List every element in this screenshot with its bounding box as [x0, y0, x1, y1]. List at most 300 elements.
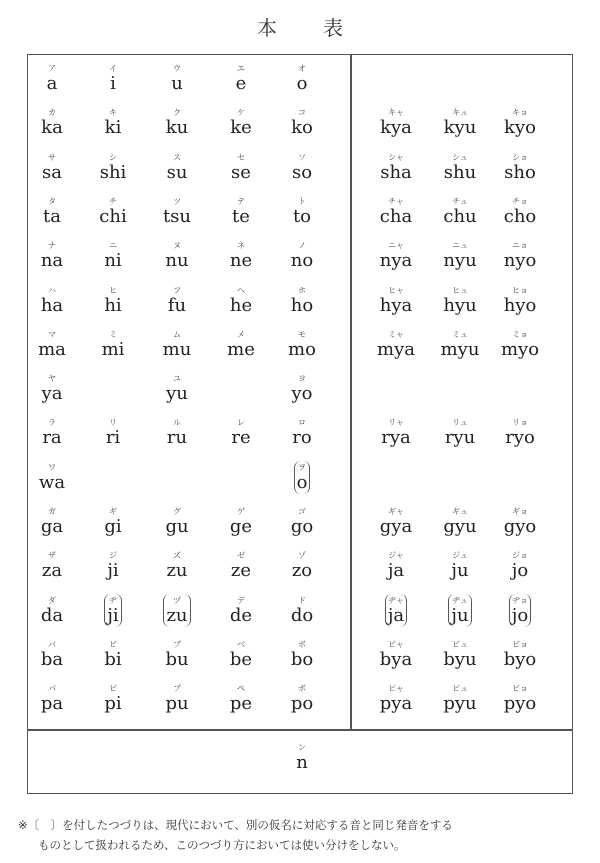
kana-label: オ	[298, 64, 306, 73]
romaji-cell	[81, 286, 145, 316]
romaji-cell	[20, 374, 84, 404]
romaji-cell	[209, 330, 273, 360]
romaji-cell	[270, 64, 334, 94]
romaji-spelling: po	[290, 693, 314, 715]
romaji-spelling: nya	[379, 250, 413, 272]
romaji-cell	[270, 507, 334, 537]
romaji-cell	[488, 551, 552, 581]
kana-label: バ	[47, 639, 56, 649]
romaji-cell	[209, 286, 273, 316]
kana-label: シャ	[388, 152, 404, 162]
romaji-spelling: ta	[43, 205, 61, 227]
kana-label: ホ	[298, 285, 306, 295]
romaji-cell	[364, 594, 428, 627]
romaji-spelling: sha	[380, 161, 412, 183]
romaji-cell	[428, 418, 492, 448]
romaji-cell	[145, 64, 209, 94]
romaji-spelling: mu	[162, 338, 192, 360]
romaji-spelling: be	[229, 648, 253, 670]
kana-label: ガ	[47, 507, 56, 516]
romaji-spelling: na	[40, 250, 64, 272]
romaji-spelling: me	[227, 338, 255, 360]
romaji-spelling: no	[290, 250, 314, 272]
romaji-spelling: jo	[511, 560, 529, 582]
romaji-cell	[270, 374, 334, 404]
kana-label: ソ	[297, 152, 306, 162]
kana-label: ヒャ	[388, 285, 404, 295]
romaji-cell	[270, 241, 334, 271]
romaji-cell	[209, 64, 273, 94]
romaji-spelling: cho	[503, 205, 537, 227]
kana-label: キュ	[451, 108, 468, 118]
romaji-cell	[270, 551, 334, 581]
romaji-cell	[209, 596, 273, 626]
romaji-cell	[488, 108, 552, 138]
kana-label: ル	[172, 418, 181, 428]
romaji-spelling: da	[40, 604, 64, 626]
romaji-spelling: mi	[101, 338, 125, 360]
kana-label: ザ	[48, 551, 56, 561]
romaji-cell	[145, 640, 209, 670]
kana-label: リ	[109, 418, 117, 428]
kana-label: リャ	[388, 418, 404, 428]
romaji-spelling: zu	[166, 560, 188, 582]
romaji-spelling: a	[46, 73, 58, 94]
romaji-cell	[20, 418, 84, 448]
romaji-cell	[488, 684, 552, 714]
kana-label: ニ	[108, 241, 117, 251]
bracketed-spelling	[385, 594, 407, 627]
romaji-spelling: bu	[165, 648, 189, 670]
kana-label: ロ	[297, 418, 306, 428]
romaji-cell	[20, 507, 84, 537]
kana-label: チ	[109, 196, 117, 206]
romaji-spelling: nyu	[443, 250, 477, 272]
romaji-spelling: ke	[230, 117, 252, 139]
romaji-cell	[270, 684, 334, 714]
romaji-spelling: gyu	[443, 516, 477, 537]
kana-label: ニュ	[451, 241, 468, 251]
kana-label: セ	[236, 152, 245, 162]
romaji-spelling: ze	[230, 560, 252, 582]
kana-label: ラ	[48, 418, 56, 428]
romaji-spelling: to	[292, 205, 312, 227]
kana-label: ビョ	[512, 639, 528, 649]
romaji-cell	[20, 64, 84, 94]
romaji-cell	[364, 108, 428, 138]
kana-label: ジ	[109, 551, 117, 561]
romaji-cell	[428, 551, 492, 581]
footnote-line-1: ※〔 〕を付したつづりは、現代において、別の仮名に対応する音と同じ発音をする	[18, 818, 453, 832]
romaji-spelling: i	[110, 73, 116, 94]
romaji-cell	[364, 286, 428, 316]
kana-label: キョ	[511, 108, 528, 118]
kana-label: ピ	[109, 684, 117, 694]
kana-label: ベ	[237, 639, 245, 649]
romaji-spelling: ki	[104, 117, 122, 139]
romaji-cell	[428, 330, 492, 360]
romaji-cell	[364, 197, 428, 227]
kana-label: チュ	[452, 196, 468, 206]
kana-label: タ	[48, 196, 56, 206]
kana-label: ン	[298, 743, 306, 752]
romaji-cell	[145, 418, 209, 448]
romaji-cell	[209, 507, 273, 537]
romaji-spelling: ryo	[505, 427, 535, 449]
kana-label: ケ	[237, 108, 245, 118]
romaji-cell	[81, 594, 145, 627]
kana-label: ジャ	[388, 551, 404, 561]
bracketed-spelling	[448, 594, 471, 627]
romaji-cell	[145, 594, 209, 627]
romaji-cell	[81, 418, 145, 448]
romaji-spelling: kya	[380, 117, 412, 139]
romaji-spelling: su	[166, 161, 188, 183]
kana-label: ゲ	[237, 507, 245, 516]
romaji-cell	[488, 640, 552, 670]
table-divider-horizontal	[27, 729, 573, 731]
romaji-cell	[145, 197, 209, 227]
romaji-spelling: nyo	[503, 250, 537, 272]
romaji-cell	[145, 108, 209, 138]
romaji-cell	[364, 684, 428, 714]
kana-label: ユ	[172, 374, 181, 384]
romaji-cell	[81, 507, 145, 537]
kana-label: キ	[108, 108, 117, 118]
romaji-spelling: ha	[40, 294, 64, 316]
romaji-spelling: ne	[229, 250, 253, 272]
romaji-spelling: gyo	[503, 516, 537, 537]
kana-label: イ	[109, 64, 117, 73]
romaji-cell	[209, 108, 273, 138]
romaji-spelling: pyu	[443, 693, 477, 715]
romaji-cell	[488, 594, 552, 627]
romaji-spelling: re	[231, 427, 251, 449]
kana-label: ト	[297, 196, 306, 206]
kana-label: ビ	[109, 639, 117, 649]
romaji-spelling: chi	[99, 205, 127, 227]
romaji-cell	[488, 286, 552, 316]
romaji-spelling: te	[232, 205, 250, 227]
kana-label: ダ	[47, 595, 56, 605]
romaji-spelling: e	[235, 73, 247, 94]
kana-label: ニャ	[388, 241, 404, 251]
table-divider-vertical	[350, 54, 352, 730]
romaji-cell	[145, 551, 209, 581]
romaji-cell	[428, 640, 492, 670]
romaji-cell	[488, 418, 552, 448]
romaji-spelling: kyo	[504, 117, 536, 139]
romaji-spelling: hyo	[503, 294, 537, 316]
kana-label: ゾ	[297, 551, 306, 561]
romaji-cell	[428, 286, 492, 316]
romaji-spelling: hyu	[443, 294, 477, 316]
romaji-cell	[270, 197, 334, 227]
romaji-cell	[428, 153, 492, 183]
romaji-spelling: go	[290, 516, 314, 537]
kana-label: プ	[173, 684, 181, 694]
kana-label: ペ	[237, 684, 245, 694]
romaji-spelling: pyo	[503, 693, 537, 715]
kana-label: ギュ	[451, 507, 468, 516]
kana-label: エ	[237, 64, 245, 73]
romaji-cell	[81, 330, 145, 360]
kana-label: ヂョ	[512, 595, 528, 605]
romaji-spelling: mo	[288, 338, 316, 360]
kana-label: ミョ	[512, 329, 528, 339]
kana-label: ピャ	[388, 684, 404, 694]
romaji-spelling: ma	[38, 338, 66, 360]
kana-label: ツ	[172, 196, 181, 206]
romaji-cell	[364, 330, 428, 360]
romaji-cell	[81, 551, 145, 581]
romaji-cell	[209, 418, 273, 448]
romaji-cell	[81, 241, 145, 271]
kana-label: レ	[236, 418, 245, 428]
romaji-cell	[20, 241, 84, 271]
romaji-cell	[270, 418, 334, 448]
kana-label: ギョ	[512, 507, 528, 516]
kana-label: ヂャ	[388, 595, 404, 605]
romaji-cell	[145, 684, 209, 714]
romaji-spelling: pya	[379, 693, 413, 715]
romaji-spelling: cha	[379, 205, 413, 227]
romaji-spelling: ko	[291, 117, 313, 139]
romaji-cell	[488, 507, 552, 537]
romaji-spelling: shu	[443, 161, 477, 183]
kana-label: ノ	[298, 241, 306, 251]
kana-label: ギャ	[388, 507, 404, 516]
kana-label: ヂュ	[452, 595, 468, 605]
romaji-spelling: myo	[500, 338, 540, 360]
romaji-spelling: hi	[104, 294, 122, 316]
kana-label: ショ	[512, 152, 528, 162]
romaji-spelling: zu	[166, 604, 188, 626]
romaji-cell	[270, 461, 334, 494]
romaji-spelling: do	[290, 604, 314, 626]
romaji-cell	[145, 286, 209, 316]
kana-label: ミ	[108, 329, 117, 339]
bracketed-spelling	[163, 594, 190, 627]
kana-label: ヤ	[48, 374, 56, 384]
romaji-cell	[364, 507, 428, 537]
kana-label: ム	[172, 329, 181, 339]
kana-label: ビャ	[388, 639, 404, 649]
kana-label: フ	[172, 285, 181, 295]
romaji-spelling: ga	[40, 516, 64, 537]
romaji-spelling: pu	[165, 693, 189, 715]
romaji-spelling: byo	[503, 648, 537, 670]
kana-label: ゼ	[236, 551, 245, 561]
romaji-spelling: gu	[165, 516, 189, 537]
romaji-spelling: myu	[440, 338, 480, 360]
bracketed-spelling	[104, 594, 121, 627]
romaji-spelling: ri	[105, 427, 121, 449]
romaji-cell	[428, 507, 492, 537]
romaji-spelling: ka	[41, 117, 63, 139]
romaji-cell	[488, 197, 552, 227]
kana-label: ヘ	[237, 285, 245, 295]
romaji-spelling: ji	[107, 560, 119, 582]
romaji-cell	[488, 330, 552, 360]
romaji-spelling: za	[41, 560, 63, 582]
romaji-spelling: sa	[42, 161, 62, 183]
kana-label: グ	[173, 507, 181, 516]
kana-label: シ	[109, 152, 117, 162]
romaji-cell	[488, 241, 552, 271]
romaji-spelling: bo	[290, 648, 314, 670]
kana-label: ナ	[47, 241, 56, 251]
romaji-cell	[364, 418, 428, 448]
romaji-spelling: ba	[40, 648, 64, 670]
kana-label: ヨ	[297, 374, 306, 384]
romaji-spelling: pa	[40, 693, 64, 715]
kana-label: ブ	[173, 639, 181, 649]
kana-label: ヲ	[298, 462, 306, 472]
kana-label: ビュ	[451, 639, 468, 649]
romaji-cell	[428, 197, 492, 227]
romaji-spelling: ge	[229, 516, 253, 537]
romaji-spelling: ya	[41, 383, 63, 405]
kana-label: ヒョ	[511, 285, 528, 295]
romaji-cell-n	[270, 743, 334, 773]
bracketed-spelling	[294, 461, 311, 494]
kana-label: ワ	[47, 462, 56, 472]
romaji-spelling: ryu	[444, 427, 476, 449]
romaji-spelling: mya	[377, 338, 415, 360]
romaji-spelling: rya	[381, 427, 411, 449]
romaji-cell	[270, 596, 334, 626]
kana-label: ヒュ	[451, 285, 468, 295]
kana-label: チャ	[388, 196, 404, 206]
romaji-spelling: yu	[166, 383, 188, 405]
romaji-spelling: u	[171, 73, 183, 94]
kana-label: ミャ	[388, 329, 404, 339]
footnote-line-2: ものとして扱われるため、このつづり方においては使い分けをしない。	[38, 838, 406, 852]
kana-label: ピュ	[451, 684, 468, 694]
romaji-cell	[20, 286, 84, 316]
page-title: 本表	[257, 16, 389, 40]
romaji-cell	[270, 153, 334, 183]
romaji-cell	[364, 551, 428, 581]
kana-label: デ	[237, 595, 245, 605]
romaji-cell	[81, 684, 145, 714]
kana-label: チョ	[512, 196, 528, 206]
kana-label: ア	[47, 64, 56, 73]
romaji-cell	[20, 197, 84, 227]
kana-label: ハ	[47, 285, 56, 295]
kana-label: リョ	[512, 418, 528, 428]
romaji-cell	[20, 684, 84, 714]
romaji-spelling: de	[229, 604, 253, 626]
romaji-cell	[20, 596, 84, 626]
romaji-cell	[428, 684, 492, 714]
kana-label: ギ	[109, 507, 117, 516]
romaji-cell	[364, 640, 428, 670]
romaji-cell	[428, 108, 492, 138]
romaji-cell	[270, 330, 334, 360]
kana-label: ス	[173, 152, 181, 162]
romaji-cell	[209, 241, 273, 271]
romaji-cell	[364, 153, 428, 183]
kana-label: リュ	[452, 418, 468, 428]
romaji-cell	[20, 640, 84, 670]
romaji-spelling: ja	[387, 604, 405, 626]
romaji-spelling: ku	[165, 117, 189, 139]
kana-label: ニョ	[511, 241, 528, 251]
kana-label: テ	[236, 196, 245, 206]
bracketed-spelling	[509, 594, 531, 627]
romaji-cell	[20, 551, 84, 581]
romaji-spelling: he	[229, 294, 253, 316]
romaji-spelling: ni	[104, 250, 122, 272]
kana-label: ミュ	[452, 329, 468, 339]
kana-label: ヅ	[172, 595, 181, 605]
romaji-spelling: pe	[229, 693, 253, 715]
romaji-spelling: ra	[42, 427, 62, 449]
romaji-cell	[270, 108, 334, 138]
footnote	[18, 815, 586, 855]
romaji-cell	[20, 330, 84, 360]
romaji-cell	[209, 551, 273, 581]
kana-label: ヂ	[109, 595, 117, 605]
romaji-spelling: gya	[379, 516, 413, 537]
romaji-cell	[145, 153, 209, 183]
romaji-spelling: bi	[104, 648, 122, 670]
kana-label: ウ	[173, 64, 181, 73]
romaji-cell	[270, 286, 334, 316]
romaji-cell	[81, 64, 145, 94]
romaji-cell	[20, 153, 84, 183]
kana-label: ジョ	[512, 551, 528, 561]
romaji-cell	[81, 197, 145, 227]
romaji-cell	[81, 640, 145, 670]
romaji-spelling: chu	[443, 205, 477, 227]
romaji-cell	[145, 330, 209, 360]
kana-label: サ	[48, 152, 56, 162]
romaji-spelling: jo	[511, 604, 529, 626]
romaji-spelling: tsu	[162, 205, 192, 227]
romaji-spelling: so	[291, 161, 313, 183]
romaji-spelling: byu	[443, 648, 477, 670]
kana-label: ネ	[237, 241, 245, 251]
romaji-spelling: nu	[165, 250, 189, 272]
romaji-cell	[428, 241, 492, 271]
romaji-spelling: se	[231, 161, 251, 183]
romaji-spelling: ja	[387, 560, 405, 582]
kana-label: ド	[297, 595, 306, 605]
kana-label: カ	[47, 108, 56, 118]
romaji-cell	[145, 507, 209, 537]
romaji-spelling: ro	[292, 427, 312, 449]
kana-label: ヒ	[108, 285, 117, 295]
kana-label: ズ	[172, 551, 181, 561]
romaji-spelling: o	[296, 471, 308, 493]
romaji-cell	[145, 241, 209, 271]
romaji-cell	[209, 684, 273, 714]
romaji-spelling: kyu	[443, 117, 477, 139]
kana-label: ク	[173, 108, 181, 118]
romaji-spelling: hya	[379, 294, 413, 316]
kana-label: メ	[236, 329, 245, 339]
kana-label: モ	[298, 329, 306, 339]
romaji-spelling: gi	[104, 516, 122, 537]
romaji-spelling: fu	[167, 294, 187, 316]
romaji-spelling: o	[296, 73, 308, 94]
romaji-cell	[428, 594, 492, 627]
kana-label: ヌ	[173, 241, 181, 251]
kana-label: ポ	[297, 684, 306, 694]
